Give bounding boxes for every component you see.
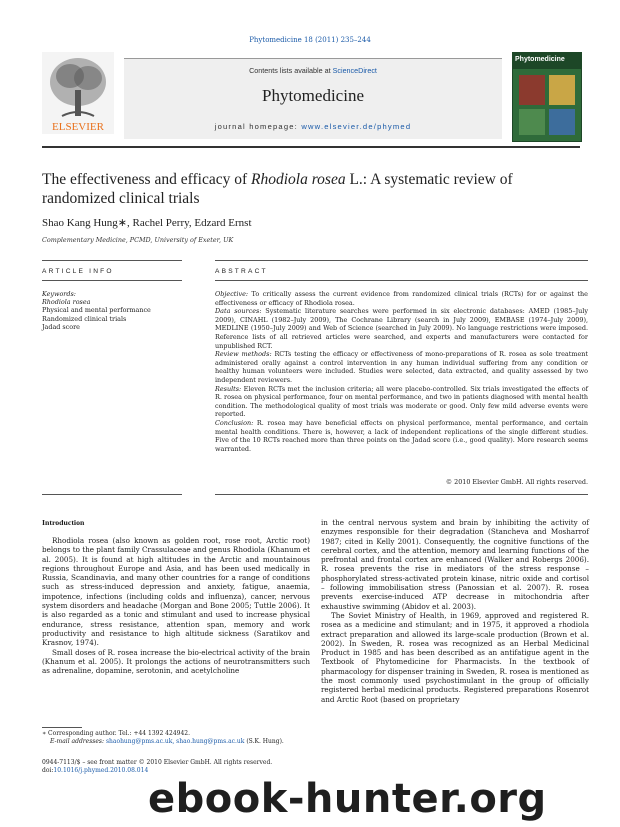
conclusion-text: R. rosea may have beneficial effects on physical performance, mental performance, and certain mental health conditions. There is, however, a lack of independent replications of the single different studies. Five of the 10 RCTs reached more than three points on the Jadad score (i.e., good quality). More research seems warranted. [215, 418, 588, 453]
article-info-top-rule [42, 260, 182, 261]
journal-homepage [124, 122, 502, 131]
results-text: Eleven RCTs met the inclusion criteria; all were placebo-controlled. Six trials investigated the effects of R. rosea on physical performance, four on mental performance, and two in patients diagnosed with mental health condition. The methodological quality of most trials was moderate or good. Only few mild adverse events were reported. [215, 384, 588, 419]
email-label: E-mail addresses: [50, 738, 106, 745]
footnote [42, 730, 310, 746]
body-paragraph: Small doses of R. rosea increase the bio-electrical activity of the brain (Khanum et al. 2005). It prolongs the actions of neurotransmitters such as adrenaline, dopamine, serotonin, and acetylcholine [42, 647, 310, 676]
abstract-rule [215, 280, 588, 281]
abstract-review-methods [215, 350, 588, 384]
abstract-objective [215, 290, 588, 307]
abstract-heading: ABSTRACT [215, 268, 268, 275]
review-methods-label: Review methods: [215, 350, 272, 359]
homepage-prefix: journal homepage: [214, 122, 302, 131]
keyword-item: Jadad score [42, 322, 80, 331]
header-divider [42, 146, 580, 148]
email-suffix: (S.K. Hung). [244, 738, 284, 745]
article-info-heading: ARTICLE INFO [42, 268, 114, 275]
author-list: Shao Kang Hung∗, Rachel Perry, Edzard Ernst [42, 217, 252, 229]
cover-art-icon [513, 53, 581, 141]
keyword-item: Physical and mental performance [42, 306, 151, 315]
issn-line: 0944-7113/$ – see front matter © 2010 Elsevier GmbH. All rights reserved. [42, 759, 273, 766]
conclusion-label: Conclusion: [215, 418, 254, 427]
data-sources-text: Systematic literature searches were performed in six electronic databases: AMED (1985–July 2009), CINAHL (1982–July 2009), The Cochrane Library (search in July 2009), EMBASE (1974–July 2009), MEDLINE (1950–July 2009) and Web of Science (searched in July 2009). No language restrictions were imposed. Reference lists of all retrieved articles were searched, and experts and manufacturers were contacted for unpublished RCT. [215, 307, 588, 350]
abstract-results [215, 385, 588, 419]
article-info-bottom-rule [42, 494, 182, 495]
body-paragraph: Rhodiola rosea (also known as golden root, rose root, Arctic root) belongs to the plant family Crassulaceae and genus Rhodiola (Khanum et al. 2005). It is found at high altitudes in the Arctic and mountainous regions throughout Europe and Asia, and has been used medically in Russia, Scandinavia, and many other countries for a range of conditions such as stress-induced depression and anxiety, fatigue, anaemia, impotence, infections (including colds and influenza), cancer, nervous system disorders and headache (Morgan and Bone 2005; Tuttle 2006). It is also regarded as a tonic and stimulant and used to increase physical endurance, stress resistance, attention span, memory and work productivity and resistance to high altitude sickness (Saratikov and Krasnov, 1974). [42, 536, 310, 648]
article-info-rule [42, 280, 182, 281]
doi-link[interactable]: 10.1016/j.phymed.2010.08.014 [53, 767, 149, 774]
contents-line [124, 66, 502, 75]
watermark-text: ebook-hunter.org [148, 776, 547, 822]
data-sources-label: Data sources: [215, 307, 262, 316]
title-part-1: The effectiveness and efficacy of [42, 171, 252, 188]
objective-label: Objective: [215, 290, 249, 298]
title-species: Rhodiola rosea [251, 171, 346, 188]
email-links[interactable]: shaohung@pms.ac.uk, shao.hung@pms.ac.uk [105, 738, 245, 745]
contents-prefix: Contents lists available at [249, 66, 333, 75]
keywords-block [42, 290, 182, 331]
keyword-item: Rhodiola rosea [42, 298, 91, 307]
homepage-link[interactable]: www.elsevier.de/phymed [301, 122, 412, 131]
title-part-2: L.: A systematic review of randomized clinical trials [42, 171, 513, 207]
elsevier-tree-icon [42, 52, 114, 134]
body-paragraph: The Soviet Ministry of Health, in 1969, approved and registered R. rosea as a medicine and stimulant; and in 1975, it approved a rhodiola extract preparation and allowed its large-scale production (Brown et al. 2002). In Sweden, R. rosea was recognized as an Herbal Medicinal Product in 1985 and has been described as an antifatigue agent in the Textbook of Phytomedicine for Pharmacists. In the textbook of pharmacology for dispenser training in Sweden, R. rosea is mentioned as the most commonly used psychostimulant in the group of officially registered herbal medicinal products. Registered preparations Rosenrot and Arctic Root (based on proprietary [321, 610, 589, 704]
doi-prefix: doi: [42, 767, 54, 774]
review-methods-text: RCTs testing the efficacy or effectiveness of mono-preparations of R. rosea as sole treatment administered orally against a control intervention in any human individual suffering from any condition or healthy human volunteers were included. Studies were selected, data extracted, and quality assessed by two independent reviewers. [215, 350, 588, 384]
journal-citation[interactable]: Phytomedicine 18 (2011) 235–244 [249, 36, 371, 44]
sciencedirect-link[interactable]: ScienceDirect [332, 66, 377, 75]
abstract-copyright: © 2010 Elsevier GmbH. All rights reserved. [445, 478, 588, 486]
journal-cover-image [512, 52, 582, 142]
objective-text: To critically assess the current evidence from randomized clinical trials (RCTs) for or against the effectiveness or efficacy of Rhodiola rosea. [215, 290, 588, 307]
email-line [42, 738, 310, 746]
author-affiliation: Complementary Medicine, PCMD, University of Exeter, UK [42, 236, 234, 244]
results-label: Results: [215, 384, 242, 393]
doi-line [42, 767, 310, 775]
body-left-column [42, 536, 310, 675]
keyword-item: Randomized clinical trials [42, 314, 127, 323]
abstract-bottom-rule [215, 494, 588, 495]
keywords-label: Keywords: [42, 290, 76, 298]
footnote-rule [42, 727, 82, 728]
cover-title: Phytomedicine [515, 56, 565, 63]
article-title [42, 170, 562, 208]
body-paragraph: in the central nervous system and brain by inhibiting the activity of enzymes responsible for their degradation (Stancheva and Mosharrof 1987; cited in Kelly 2001). Consequently, the cognitive functions of the cerebral cortex, and the attention, memory and learning functions of the prefrontal and frontal cortex are enhanced (Walker and Robergs 2006). R. rosea prevents the rise in mediators of the stress response – phosphorylated stress-activated protein kinase, nitric oxide and cortisol – following immobilisation stress (Panossian et al. 2007). R. rosea prevents exercise-induced ATP decrease in mitochondria after exhaustive swimming (Abidov et al. 2003). [321, 518, 589, 611]
elsevier-wordmark: ELSEVIER [52, 121, 104, 133]
abstract-top-rule [215, 260, 588, 261]
abstract-body [215, 290, 588, 453]
body-right-column [321, 518, 589, 704]
corresponding-author: ∗ Corresponding author. Tel.: +44 1392 424942. [42, 730, 190, 737]
bottom-info [42, 759, 310, 775]
elsevier-logo [42, 52, 114, 134]
abstract-data-sources [215, 307, 588, 350]
introduction-heading: Introduction [42, 518, 85, 527]
abstract-conclusion [215, 419, 588, 453]
journal-name: Phytomedicine [262, 86, 364, 105]
